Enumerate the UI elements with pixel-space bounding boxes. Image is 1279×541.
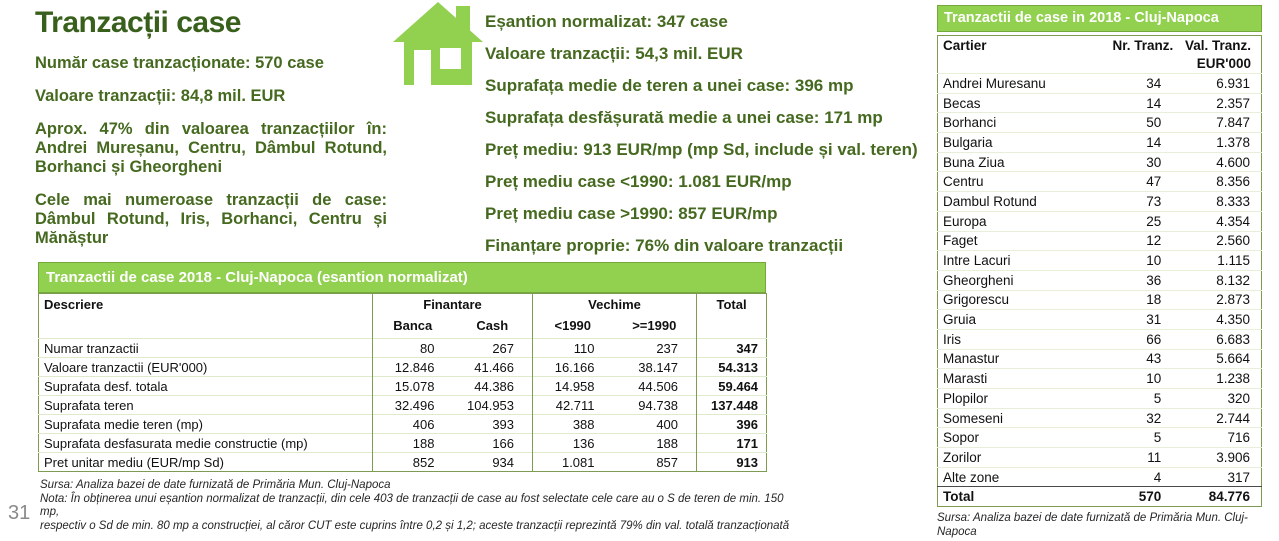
sample-table-notes xyxy=(40,479,790,533)
stat-avg-land-area: Suprafața medie de teren a unei case: 396 mp xyxy=(485,76,854,95)
cell-cartier: Bulgaria xyxy=(943,134,993,150)
cell-nr-tranz: 10 xyxy=(1146,253,1162,269)
cell-nr-tranz: 47 xyxy=(1146,174,1162,190)
cell-banca: 188 xyxy=(373,434,453,453)
cell-cartier: Grigorescu xyxy=(943,292,1010,308)
col-group-vechime: Vechime xyxy=(533,294,697,318)
cell-total: 59.464 xyxy=(697,377,767,396)
row-label: Suprafata teren xyxy=(44,397,134,413)
cell-cartier: Zorilor xyxy=(943,449,982,465)
cell-cartier: Europa xyxy=(943,213,987,229)
total-row xyxy=(938,487,1262,507)
col-header-val-tranz: Val. Tranz. xyxy=(1184,38,1251,53)
cell-post1990: 857 xyxy=(656,454,679,470)
cell-cartier: Iris xyxy=(943,331,961,347)
sample-table xyxy=(38,293,767,472)
source-note: Sursa: Analiza bazei de date furnizată de Primăria Mun. Cluj-Napoca xyxy=(40,479,391,491)
cell-cash: 166 xyxy=(492,435,515,451)
cell-val-tranz: 2.744 xyxy=(1216,410,1250,426)
cell-val-tranz: 320 xyxy=(1227,390,1250,406)
cell-nr-tranz: 66 xyxy=(1146,331,1162,347)
table-row xyxy=(938,428,1262,448)
cell-post1990: 188 xyxy=(656,435,679,451)
table-row xyxy=(938,369,1262,389)
cell-val-tranz: 3.906 xyxy=(1216,449,1250,465)
table-row xyxy=(938,113,1262,133)
cell-val-tranz: 6.683 xyxy=(1216,331,1250,347)
cell-total: 396 xyxy=(697,415,767,434)
cell-nr-tranz: 31 xyxy=(1146,312,1162,328)
cell-val-tranz: 4.354 xyxy=(1216,213,1250,229)
col-header-pre1990: <1990 xyxy=(533,318,613,339)
cell-cash: 267 xyxy=(492,340,515,356)
cell-val-tranz: 1.238 xyxy=(1216,371,1250,387)
table-row xyxy=(938,349,1262,369)
col-header-nr-tranz: Nr. Tranz. xyxy=(1112,38,1174,53)
cell-cartier: Borhanci xyxy=(943,115,997,131)
cell-val-tranz: 1.115 xyxy=(1217,253,1250,269)
stat-sample-value: Valoare tranzacții: 54,3 mil. EUR xyxy=(485,44,743,63)
table-row xyxy=(938,192,1262,212)
cell-val-tranz: 317 xyxy=(1227,469,1250,485)
cell-nr-tranz: 43 xyxy=(1146,351,1162,367)
cell-banca: 406 xyxy=(373,415,453,434)
cell-post1990: 38.147 xyxy=(638,359,679,375)
methodology-note-line2: respectiv o Sd de min. 80 mp a construcției, al căror CUT este cuprins între 0,2 și 1,2; aceste tranzacții reprezintă 79% din val. totală tranzacționată xyxy=(40,519,790,532)
district-table-footer xyxy=(938,487,1262,507)
cell-val-tranz: 8.356 xyxy=(1216,174,1250,190)
cell-nr-tranz: 4 xyxy=(1153,469,1162,485)
district-source-note: Sursa: Analiza bazei de date furnizată de Primăria Mun. Cluj-Napoca xyxy=(937,512,1248,538)
cell-banca: 32.496 xyxy=(373,396,453,415)
normalized-sample-panel xyxy=(485,6,930,262)
row-label: Pret unitar mediu (EUR/mp Sd) xyxy=(44,454,224,470)
cell-val-tranz: 1.378 xyxy=(1216,134,1250,150)
cell-val-tranz: 5.664 xyxy=(1216,351,1250,367)
table-row xyxy=(938,467,1262,487)
cell-cartier: Dambul Rotund xyxy=(943,193,1037,209)
row-label: Numar tranzactii xyxy=(44,340,139,356)
table-row xyxy=(938,133,1262,153)
table-row xyxy=(938,389,1262,409)
cell-total: 54.313 xyxy=(697,358,767,377)
table-row xyxy=(938,74,1262,94)
col-header-banca: Banca xyxy=(373,318,453,339)
cell-val-tranz: 2.873 xyxy=(1216,292,1250,308)
cell-pre1990: 14.958 xyxy=(533,377,613,396)
table-row xyxy=(39,434,767,453)
cell-cash: 393 xyxy=(492,416,515,432)
sample-table-body xyxy=(39,339,767,472)
cell-cartier: Becas xyxy=(943,95,981,111)
cell-post1990: 237 xyxy=(656,340,679,356)
table-row xyxy=(39,396,767,415)
row-label: Valoare tranzactii (EUR'000) xyxy=(44,359,208,375)
col-header-descriere: Descriere xyxy=(44,297,104,312)
cell-val-tranz: 7.847 xyxy=(1216,115,1250,131)
cell-cartier: Gruia xyxy=(943,312,977,328)
sample-table-title: Tranzactii de case 2018 - Cluj-Napoca (esantion normalizat) xyxy=(38,262,766,293)
district-table-body xyxy=(938,74,1262,487)
sample-table-section xyxy=(38,262,766,472)
cell-cartier: Intre Lacuri xyxy=(943,253,1011,269)
cell-nr-tranz: 18 xyxy=(1146,292,1162,308)
cell-cartier: Alte zone xyxy=(943,469,1000,485)
cell-nr-tranz: 14 xyxy=(1146,95,1162,111)
cell-total: 171 xyxy=(697,434,767,453)
district-table-title: Tranzactii de case in 2018 - Cluj-Napoca xyxy=(937,5,1262,32)
cell-nr-tranz: 25 xyxy=(1146,213,1162,229)
cell-post1990: 94.738 xyxy=(638,397,679,413)
table-row xyxy=(938,329,1262,349)
cell-cartier: Marasti xyxy=(943,371,988,387)
cell-cartier: Plopilor xyxy=(943,390,989,406)
col-header-total: Total xyxy=(697,294,767,339)
cell-banca: 80 xyxy=(373,339,453,358)
row-label: Suprafata desf. totala xyxy=(44,378,168,394)
cell-nr-tranz: 5 xyxy=(1153,430,1162,446)
district-table-header xyxy=(938,36,1262,74)
cell-cartier: Centru xyxy=(943,174,984,190)
stat-number-of-houses: Număr case tranzacționate: 570 case xyxy=(35,54,324,72)
cell-val-tranz: 4.350 xyxy=(1216,312,1250,328)
col-header-post1990: >=1990 xyxy=(632,317,677,333)
total-nr-tranz: 570 xyxy=(1138,489,1162,505)
cell-cartier: Andrei Muresanu xyxy=(943,75,1046,91)
cell-cash: 934 xyxy=(492,454,515,470)
cell-pre1990: 42.711 xyxy=(533,396,613,415)
cell-val-tranz: 8.132 xyxy=(1216,272,1250,288)
cell-val-tranz: 8.333 xyxy=(1216,193,1250,209)
page-title: Tranzacții case xyxy=(35,6,241,39)
row-label: Suprafata medie teren (mp) xyxy=(44,416,203,432)
stat-avg-built-area: Suprafața desfășurată medie a unei case: 171 mp xyxy=(485,108,883,127)
stat-sample-size: Eșantion normalizat: 347 case xyxy=(485,12,728,31)
cell-banca: 12.846 xyxy=(373,358,453,377)
cell-val-tranz: 2.357 xyxy=(1216,95,1250,111)
cell-nr-tranz: 30 xyxy=(1146,154,1162,170)
table-row xyxy=(938,152,1262,172)
cell-cash: 104.953 xyxy=(467,397,515,413)
cell-nr-tranz: 12 xyxy=(1146,233,1162,249)
table-row xyxy=(39,358,767,377)
table-row xyxy=(938,310,1262,330)
cell-cartier: Someseni xyxy=(943,410,1004,426)
cell-total: 913 xyxy=(697,453,767,472)
table-row xyxy=(938,231,1262,251)
cell-nr-tranz: 34 xyxy=(1146,75,1162,91)
row-label: Suprafata desfasurata medie constructie (mp) xyxy=(44,435,308,451)
summary-panel xyxy=(35,6,387,248)
cell-total: 137.448 xyxy=(697,396,767,415)
table-row xyxy=(938,172,1262,192)
table-row xyxy=(39,339,767,358)
total-label: Total xyxy=(943,489,975,505)
cell-nr-tranz: 11 xyxy=(1147,449,1162,465)
stat-transaction-value: Valoare tranzacții: 84,8 mil. EUR xyxy=(35,87,286,105)
cell-banca: 852 xyxy=(373,453,453,472)
cell-total: 347 xyxy=(697,339,767,358)
stat-avg-price: Preț mediu: 913 EUR/mp (mp Sd, include și val. teren) xyxy=(485,140,918,159)
col-header-val-unit: EUR'000 xyxy=(1196,55,1251,71)
col-header-cash: Cash xyxy=(476,317,509,333)
cell-cartier: Buna Ziua xyxy=(943,154,1005,170)
col-header-cartier: Cartier xyxy=(943,38,987,53)
cell-nr-tranz: 50 xyxy=(1146,115,1162,131)
cell-pre1990: 110 xyxy=(533,339,613,358)
cell-cartier: Manastur xyxy=(943,351,1000,367)
cell-nr-tranz: 10 xyxy=(1146,371,1162,387)
table-row xyxy=(938,448,1262,468)
table-row xyxy=(938,211,1262,231)
stat-avg-price-pre1990: Preț mediu case <1990: 1.081 EUR/mp xyxy=(485,172,792,191)
table-row xyxy=(39,377,767,396)
cell-pre1990: 136 xyxy=(533,434,613,453)
cell-val-tranz: 6.931 xyxy=(1216,75,1250,91)
cell-val-tranz: 4.600 xyxy=(1216,154,1250,170)
cell-pre1990: 1.081 xyxy=(533,453,613,472)
table-row xyxy=(938,251,1262,271)
cell-cartier: Faget xyxy=(943,233,978,249)
sample-table-header xyxy=(39,294,767,339)
cell-nr-tranz: 14 xyxy=(1146,134,1162,150)
cell-banca: 15.078 xyxy=(373,377,453,396)
col-group-finantare: Finantare xyxy=(373,294,533,318)
total-val-tranz: 84.776 xyxy=(1208,489,1250,505)
stat-most-numerous-districts: Cele mai numeroase tranzacții de case: Dâmbul Rotund, Iris, Borhanci, Centru și Mănăștur xyxy=(35,191,387,247)
cell-nr-tranz: 32 xyxy=(1146,410,1162,426)
stat-top-value-districts: Aprox. 47% din valoarea tranzacțiilor în: Andrei Mureșanu, Centru, Dâmbul Rotund, Borhanci și Gheorgheni xyxy=(35,120,387,176)
cell-post1990: 44.506 xyxy=(638,378,679,394)
district-table xyxy=(937,35,1262,507)
table-row xyxy=(39,453,767,472)
cell-val-tranz: 716 xyxy=(1227,430,1250,446)
cell-val-tranz: 2.560 xyxy=(1216,233,1250,249)
district-table-section xyxy=(937,5,1262,539)
cell-cash: 41.466 xyxy=(474,359,515,375)
cell-cartier: Sopor xyxy=(943,430,980,446)
cell-pre1990: 388 xyxy=(533,415,613,434)
table-row xyxy=(938,408,1262,428)
table-row xyxy=(39,415,767,434)
house-icon xyxy=(393,0,483,88)
cell-nr-tranz: 73 xyxy=(1146,193,1162,209)
page-number: 31 xyxy=(8,502,31,524)
table-row xyxy=(938,270,1262,290)
stat-avg-price-post1990: Preț mediu case >1990: 857 EUR/mp xyxy=(485,204,778,223)
table-row xyxy=(938,93,1262,113)
cell-cash: 44.386 xyxy=(474,378,515,394)
cell-nr-tranz: 36 xyxy=(1146,272,1162,288)
stat-own-financing: Finanțare proprie: 76% din valoare tranzacții xyxy=(485,236,844,255)
methodology-note-line1: Nota: În obținerea unui eșantion normalizat de tranzacții, din cele 403 de tranzacții de case au fost selectate cele care au o S de teren de min. 150 mp, xyxy=(40,492,784,518)
cell-nr-tranz: 5 xyxy=(1153,390,1162,406)
table-row xyxy=(938,290,1262,310)
cell-pre1990: 16.166 xyxy=(533,358,613,377)
cell-cartier: Gheorgheni xyxy=(943,272,1014,288)
cell-post1990: 400 xyxy=(656,416,679,432)
